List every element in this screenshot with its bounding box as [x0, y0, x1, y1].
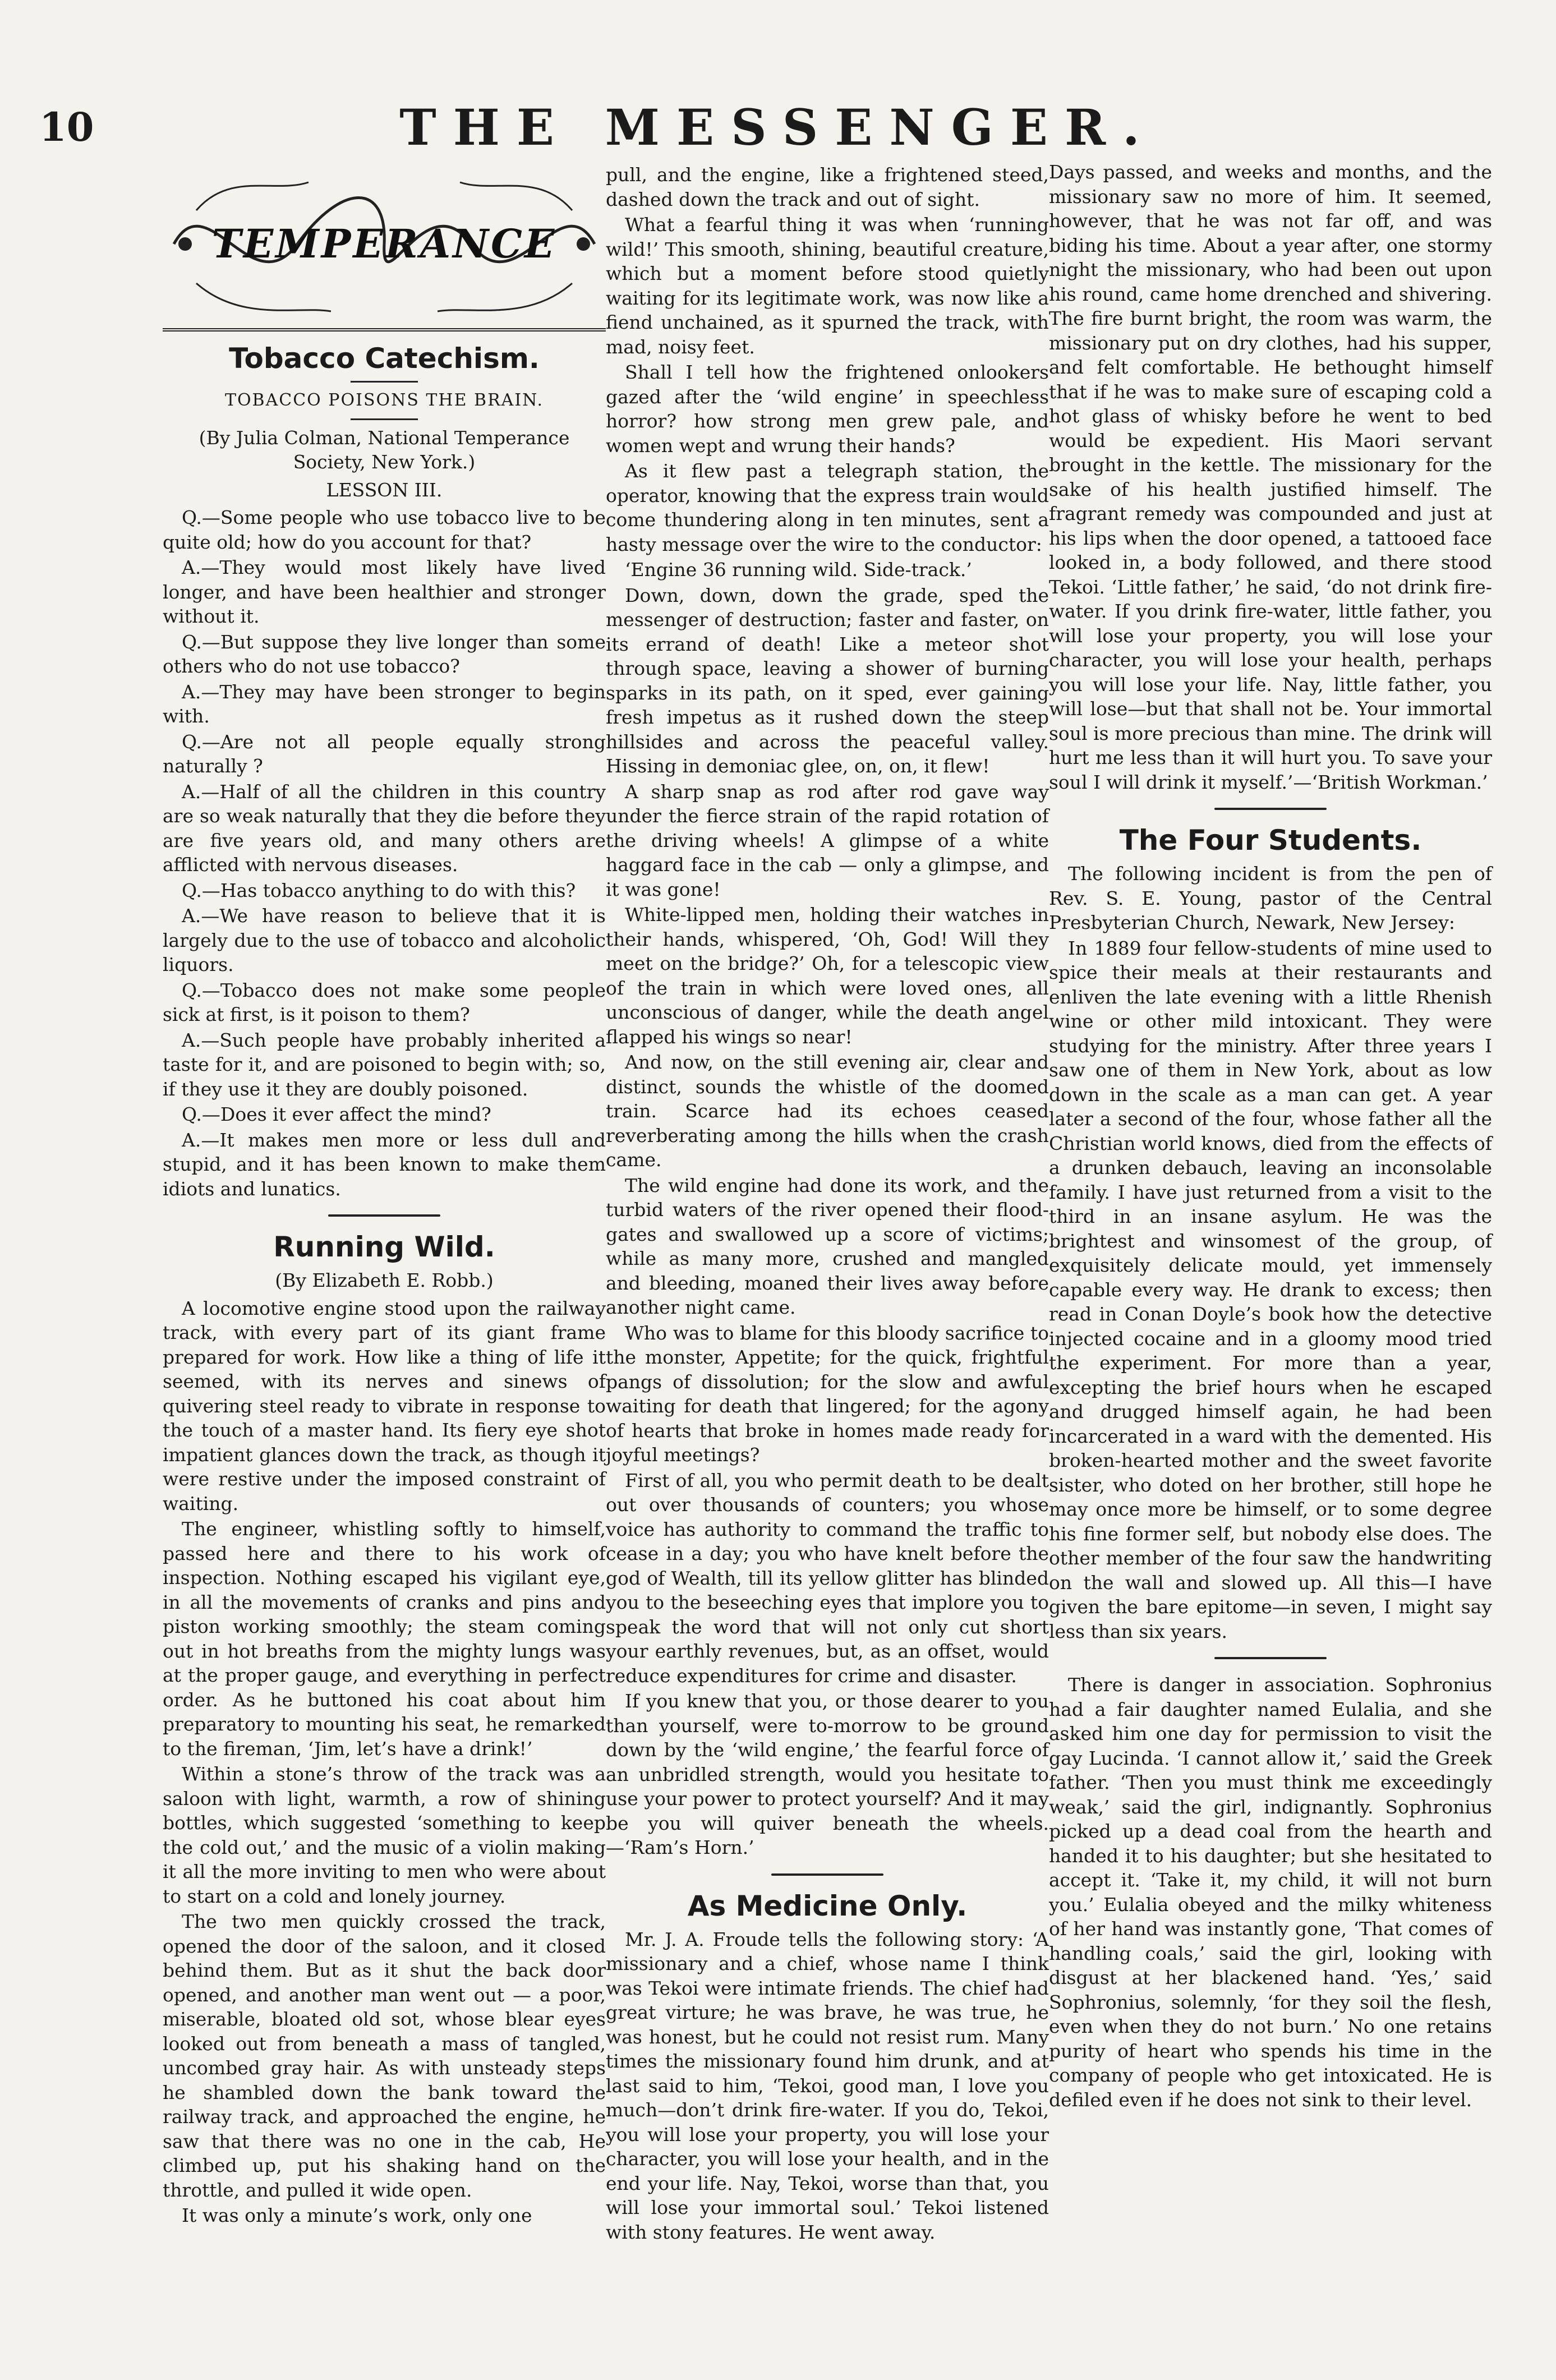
paragraph: Q.—Are not all people equally strong naturally ? [163, 730, 606, 777]
column-2 [606, 163, 1049, 2245]
paragraph: A.—They may have been stronger to begin with. [163, 680, 606, 727]
lesson-label: LESSON III. [326, 478, 443, 501]
section-separator [1214, 808, 1327, 810]
page-number: 10 [39, 104, 94, 150]
paragraph: The two men quickly crossed the track, opened the door of the saloon, and it closed behind them. But as it shut the back door opened, and another man went out — a poor, miserable, bloated old sot, whose blear eyes looked out from beneath a mass of tangled, uncombed gray hair. As with unsteady steps he shambled down the bank toward the railway track, and approached the engine, he saw that there was no one in the cab, He climbed up, put his shaking hand on the throttle, and pulled it wide open. [163, 1911, 606, 2201]
paragraph: The following incident is from the pen of Rev. S. E. Young, pastor of the Central Presbyterian Church, Newark, New Jersey: [1049, 863, 1492, 933]
paragraph: Q.—Does it ever affect the mind? [182, 1103, 491, 1125]
paragraph: A.—We have reason to believe that it is largely due to the use of tobacco and alcoholic liquors. [163, 905, 606, 975]
paragraph: And now, on the still evening air, clear and distinct, sounds the whistle of the doomed train. Scarce had its echoes ceased reverberating among the hills when the crash came. [606, 1051, 1049, 1171]
medicine-continued [1049, 160, 1492, 794]
section-separator [1214, 1657, 1327, 1659]
section-separator [771, 1873, 883, 1876]
paragraph: A sharp snap as rod after rod gave way under the fierce strain of the rapid rotation of the driving wheels! A glimpse of a white haggard face in the cab — only a glimpse, and it was gone! [606, 780, 1049, 900]
paragraph: What a fearful thing it was when ‘running wild!’ This smooth, shining, beautiful creature, which but a moment before stood quietly waiting for its legitimate work, was now like a fiend unchained, as it spurned the track, with mad, noisy feet. [606, 214, 1049, 358]
paragraph: A.—They would most likely have lived longer, and have been healthier and stronger without it. [163, 556, 606, 627]
tobacco-byline: (By Julia Colman, National Temperance Society, New York.) [199, 426, 570, 473]
paragraph: A.—Such people have probably inherited a taste for it, and are poisoned to begin with; so, if they use it they are doubly poisoned. [163, 1029, 606, 1100]
temperance-banner [163, 160, 606, 332]
medicine-body [606, 1927, 1049, 2245]
paragraph: Shall I tell how the frightened onlookers gazed after the ‘wild engine’ in speechless horror? how strong men grew pale, and women wept and wrung their hands? [606, 361, 1049, 457]
paragraph: Days passed, and weeks and months, and the missionary saw no more of him. It seemed, however, that he was not far off, and was biding his time. About a year after, one stormy night the missionary, who had been out upon his round, came home drenched and shivering. The fire burnt bright, the room was warm, the missionary put on dry clothes, had his supper, and felt comfortable. He bethought himself that if he was to make sure of escaping cold a hot glass of whisky before he went to bed would be expedient. His Maori servant brought in the kettle. The missionary for the sake of his health justified himself. The fragrant remedy was compounded and just at his lips when the door opened, a tattooed face looked in, a body followed, and there stood Tekoi. ‘Little father,’ he said, ‘do not drink fire-water. If you drink fire-water, little father, you will lose your property, you will lose your character, you will lose your health, perhaps you will lose your life. Nay, little father, you will lose—but that shall not be. Your immortal soul is more precious than mine. The drink will hurt me less than it will hurt you. To save your soul I will drink it myself.’—‘British Workman.’ [1049, 161, 1492, 793]
paragraph: Q.—Tobacco does not make some people sick at first, is it poison to them? [163, 979, 606, 1025]
divider [351, 381, 418, 383]
paragraph: As it flew past a telegraph station, the operator, knowing that the express train would come thundering along in ten minutes, sent a hasty message over the wire to the conductor: [606, 460, 1049, 555]
paragraph: ‘Engine 36 running wild. Side-track.’ [625, 559, 972, 581]
four-students-body [1049, 862, 1492, 1644]
paragraph: A.—Half of all the children in this country are so weak naturally that they die before they are five years old, and many others are afflicted with nervous diseases. [163, 780, 606, 876]
section-separator [328, 1214, 440, 1217]
paragraph: A locomotive engine stood upon the railway track, with every part of its giant frame prepared for work. How like a thing of life it seemed, with its nerves and sinews of quivering steel ready to vibrate in response to the touch of a master hand. Its fiery eye shot impatient glances down the track, as though it were restive under the imposed constraint of waiting. [163, 1297, 606, 1514]
paragraph: Who was to blame for this bloody sacrifice to the monster, Appetite; for the quick, frightful pangs of dissolution; for the slow and awful waiting for death that lingered; for the agony of hearts that broke in homes made ready for joyful meetings? [606, 1322, 1049, 1466]
paragraph: The engineer, whistling softly to himself, passed here and there to his work of inspection. Nothing escaped his vigilant eye, in all the movements of cranks and pins and piston working smoothly; the steam coming out in hot breaths from the mighty lungs was at the proper gauge, and everything in perfect order. As he buttoned his coat about him preparatory to mounting his seat, he remarked to the fireman, ‘Jim, let’s have a drink!’ [163, 1518, 606, 1760]
paragraph: If you knew that you, or those dearer to you than yourself, were to-morrow to be ground down by the ‘wild engine,’ the fearful force of an unbridled strength, would you hesitate to use your power to protect yourself? And it may be you will quiver beneath the wheels.—‘Ram’s Horn.’ [606, 1690, 1049, 1858]
paragraph: First of all, you who permit death to be dealt out over thousands of counters; you whose voice has authority to command the traffic to cease in a day; you who have knelt before the god of Wealth, till its yellow glitter has blinded you to the beseeching eyes that implore you to speak the word that will not only cut short your earthly revenues, but, as an offset, would reduce expenditures for crime and disaster. [606, 1469, 1049, 1687]
paragraph: pull, and the engine, like a frightened steed, dashed down the track and out of sight. [606, 164, 1049, 210]
tobacco-body [163, 505, 606, 1201]
banner-title: TEMPERANCE [211, 220, 557, 268]
paragraph: Q.—Some people who use tobacco live to be quite old; how do you account for that? [163, 507, 606, 553]
paragraph: Down, down, down the grade, sped the messenger of destruction; faster and faster, on its errand of death! Like a meteor shot through space, leaving a shower of burning sparks in its path, on it sped, ever gaining fresh impetus as it rushed down the steep hillsides and across the peaceful valley. Hissing in demoniac glee, on, on, it flew! [606, 584, 1049, 777]
paragraph: White-lipped men, holding their watches in their hands, whispered, ‘Oh, God! Will they meet on the bridge?’ Oh, for a telescopic view of the train in which were loved ones, all unconscious of danger, while the death angel flapped his wings so near! [606, 904, 1049, 1048]
divider [351, 418, 418, 420]
four-students-title: The Four Students. [1119, 824, 1422, 857]
running-wild-byline: (By Elizabeth E. Robb.) [275, 1269, 494, 1291]
paragraph: Q.—Has tobacco anything to do with this? [182, 879, 576, 901]
tobacco-subtitle: TOBACCO POISONS THE BRAIN. [224, 390, 544, 410]
paragraph: There is danger in association. Sophronius had a fair daughter named Eulalia, and she asked him one day for permission to visit the gay Lucinda. ‘I cannot allow it,’ said the Greek father. ‘Then you must think me exceedingly weak,’ said the girl, indignantly. Sophronius picked up a dead coal from the hearth and handed it to his daughter; but she hesitated to accept it. ‘Take it, my child, it will not burn you.’ Eulalia obeyed and the milky whiteness of her hand was instantly gone, ‘That comes of handling coals,’ said the girl, looking with disgust at her blackened hand. ‘Yes,’ said Sophronius, solemnly, ‘for they soil the flesh, even when they do not burn.’ No one retains purity of heart who spends his time in the company of people who get intoxicated. He is defiled even if he does not sink to their level. [1049, 1674, 1492, 2111]
paragraph: Within a stone’s throw of the track was a saloon with light, warmth, a row of shining bottles, which suggested ‘something to keep the cold out,’ and the music of a violin making it all the more inviting to men who were about to start on a cold and lonely journey. [163, 1763, 606, 1907]
paragraph: In 1889 four fellow-students of mine used to spice their meals at their restaurants and enliven the late evening with a little Rhenish wine or other mild intoxicant. They were studying for the ministry. After three years I saw one of them in New York, about as low down in the scale as a man can get. A year later a second of the four, whose father all the Christian world knows, died from the effects of a drunken debauch, leaving an inconsolable family. I have just returned from a visit to the third in an insane asylum. He was the brightest and winsomest of the group, of exquisitely delicate mould, yet immensely capable every way. He drank to excess; then read in Conan Doyle’s book how the detective injected cocaine and in a gloomy mood tried the experiment. For more than a year, excepting the brief hours when he escaped and drugged himself again, he had been incarcerated in a ward with the demented. His broken-hearted mother and the sweet favorite sister, who doted on her brother, still hope he may once more be himself, or to some degree his fine former self, but nobody else does. The other member of the four saw the handwriting on the wall and slowed up. All this—I have given the bare epitome—in seven, I might say less than six years. [1049, 937, 1492, 1642]
danger-body [1049, 1673, 1492, 2112]
paragraph: A.—It makes men more or less dull and stupid, and it has been known to make them idiots and lunatics. [163, 1129, 606, 1200]
masthead-title: THE MESSENGER. [399, 98, 1157, 156]
medicine-title: As Medicine Only. [687, 1889, 968, 1922]
paragraph: Q.—But suppose they live longer than some others who do not use tobacco? [163, 630, 606, 677]
running-wild-continued [606, 163, 1049, 1860]
column-3 [1049, 160, 1492, 2113]
running-wild-body [163, 1296, 606, 2228]
paragraph: The wild engine had done its work, and the turbid waters of the river opened their flood-gates and swallowed up a score of victims; while as many more, crushed and mangled and bleeding, moaned their lives away before another night came. [606, 1174, 1049, 1318]
paragraph: Mr. J. A. Froude tells the following story: ‘A missionary and a chief, whose name I think was Tekoi were intimate friends. The chief had great virture; he was brave, he was true, he was honest, but he could not resist rum. Many times the missionary found him drunk, and at last said to him, ‘Tekoi, good man, I love you much—don’t drink fire-water. If you do, Tekoi, you will lose your property, you will lose your character, you will lose your health, and in the end your life. Nay, Tekoi, worse than that, you will lose your immortal soul.’ Tekoi listened with stony features. He went away. [606, 1928, 1049, 2243]
paragraph: It was only a minute’s work, only one [182, 2204, 532, 2226]
tobacco-title: Tobacco Catechism. [229, 342, 540, 375]
running-wild-title: Running Wild. [273, 1231, 495, 1263]
column-1 [163, 160, 606, 2229]
